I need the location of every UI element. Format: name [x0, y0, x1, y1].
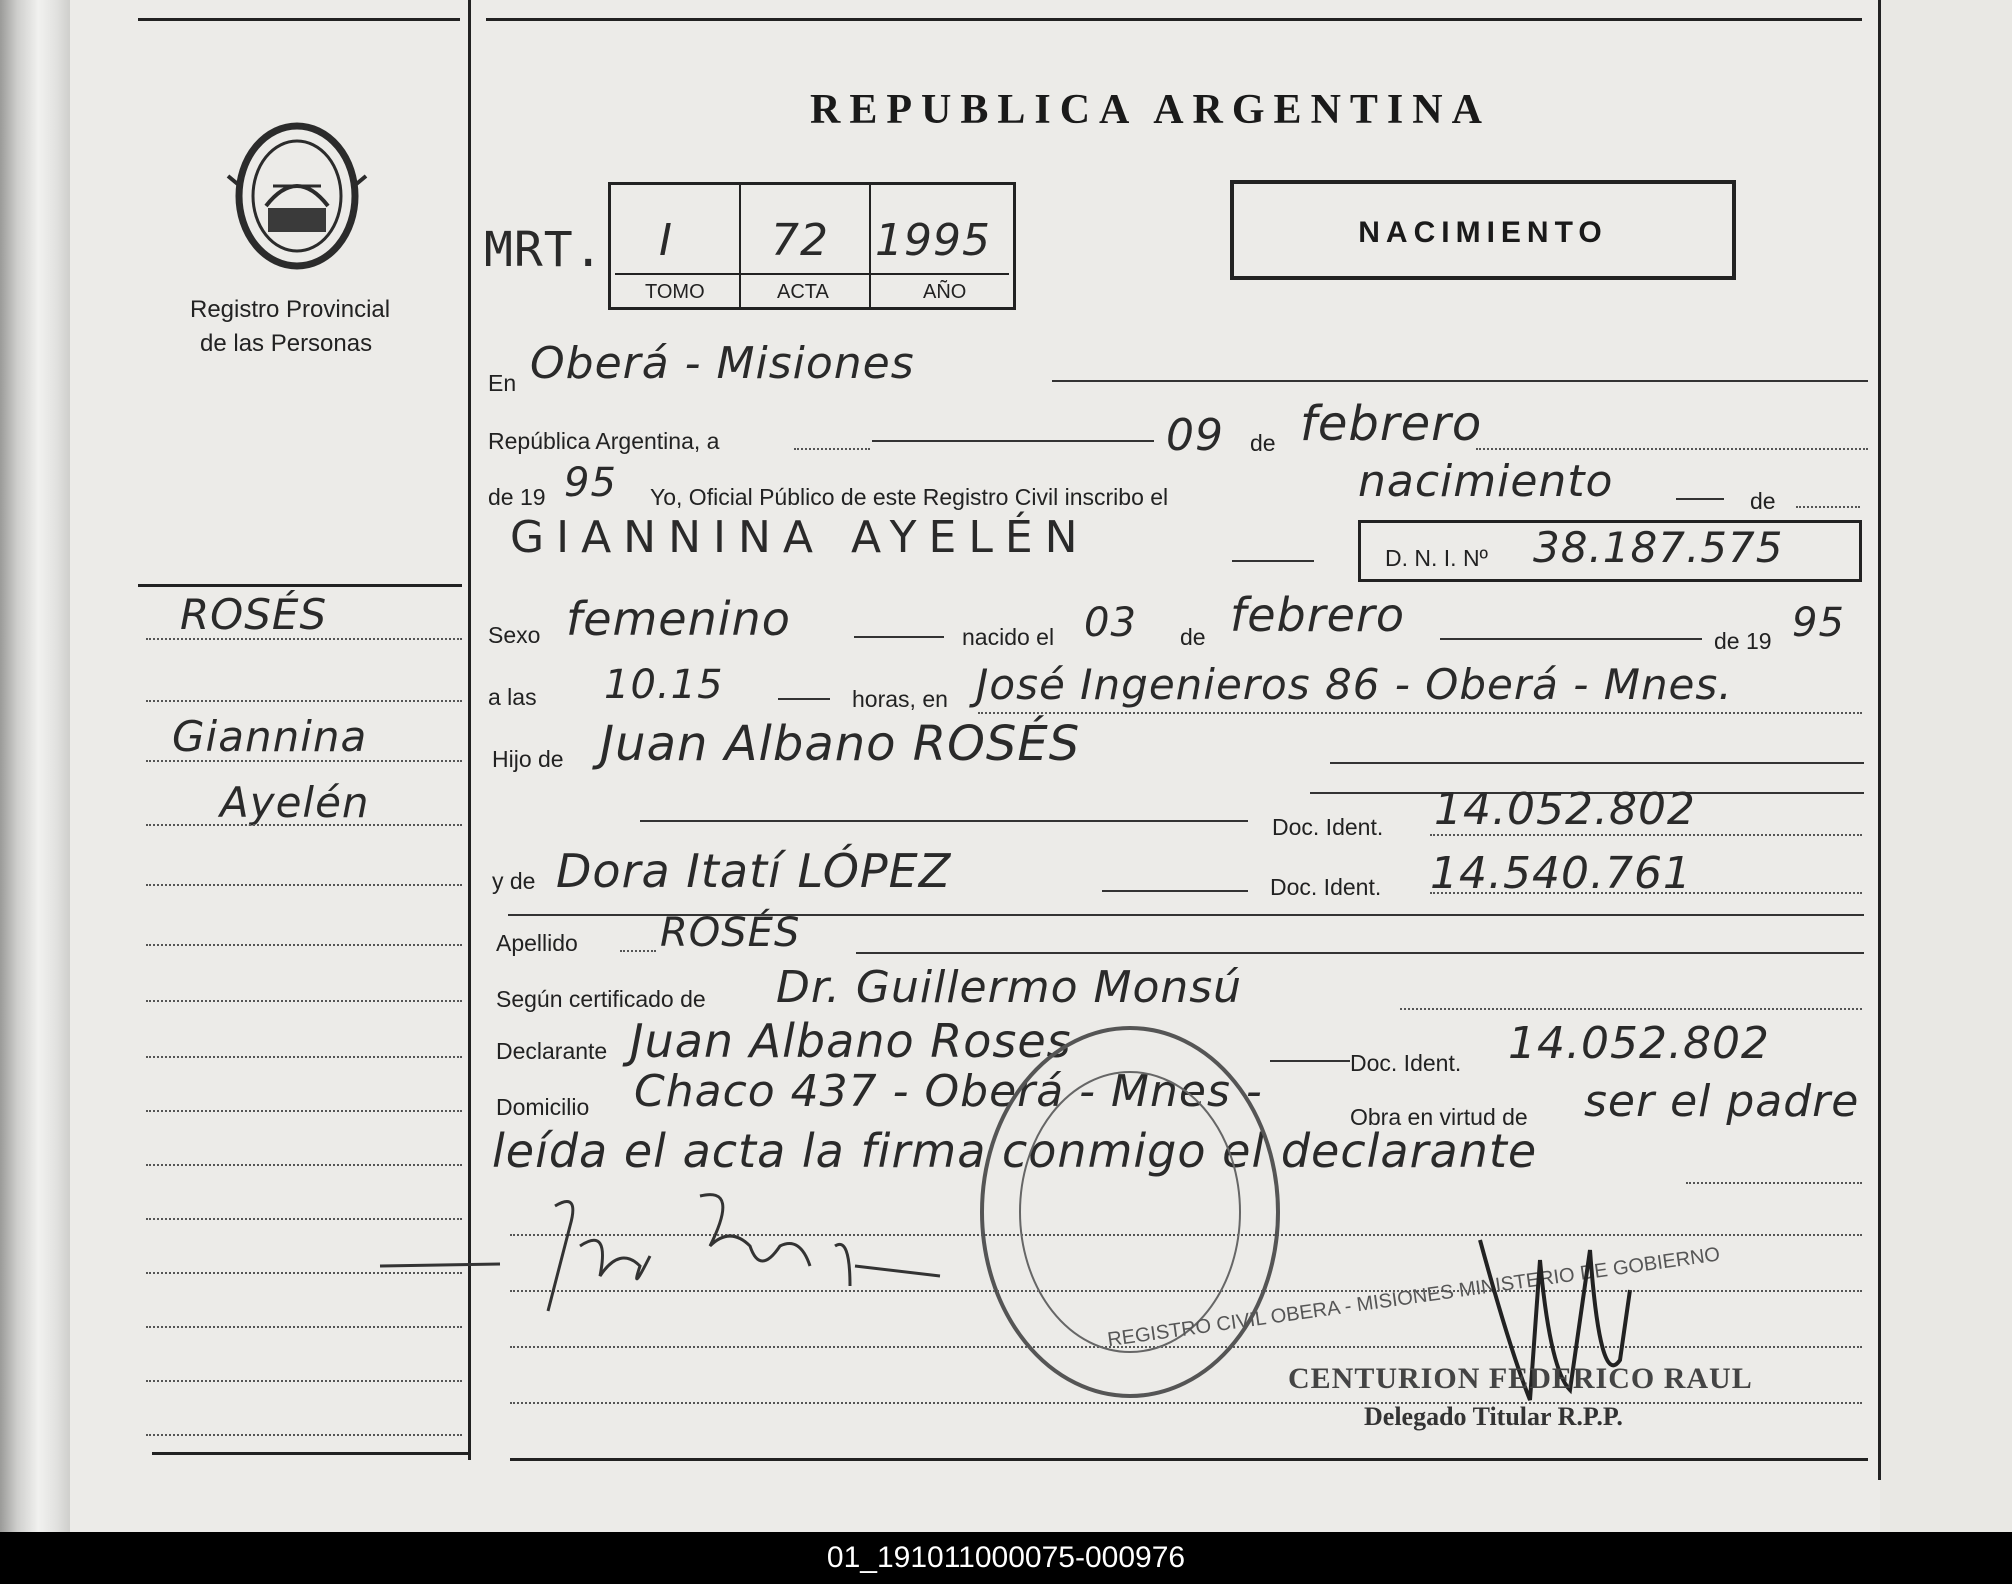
image-id-footer: 01_191011000075-000976 [0, 1532, 2012, 1584]
day-value: 09 [1166, 410, 1224, 461]
declarant-signature [380, 1186, 940, 1326]
nacido-day: 03 [1084, 600, 1137, 646]
year-value: 95 [564, 460, 617, 506]
yde-label: y de [492, 868, 536, 894]
sidebar-line-5 [146, 884, 462, 886]
statement-text: Yo, Oficial Público de este Registro Civil inscribo el [650, 484, 1169, 510]
lugar-value: José Ingenieros 86 - Oberá - Mnes. [976, 660, 1733, 709]
sexo-line [854, 636, 944, 638]
doc-type-box [1230, 180, 1736, 280]
nacido-year: 95 [1792, 600, 1845, 646]
doc-label-3: Doc. Ident. [1350, 1050, 1462, 1076]
sidebar-line-15 [146, 1434, 462, 1436]
sidebar-line-4 [146, 824, 462, 826]
padre-doc: 14.052.802 [1434, 784, 1696, 835]
acta-value: 72 [771, 215, 829, 266]
sidebar-line-8 [146, 1056, 462, 1058]
dni-value: 38.187.575 [1533, 523, 1784, 572]
nacido-line [1440, 638, 1702, 640]
sidebar-line-2 [146, 700, 462, 702]
republica-label: República Argentina, a [488, 428, 720, 454]
madre-line [1102, 890, 1248, 892]
madre-doc: 14.540.761 [1430, 848, 1692, 899]
ref-prefix: MRT. [484, 222, 604, 278]
sidebar-given1: Giannina [172, 712, 368, 761]
day-line [872, 440, 1154, 442]
month-line [1476, 448, 1868, 450]
document-title: REPUBLICA ARGENTINA [810, 87, 1491, 133]
de-label-2: de [1750, 488, 1776, 514]
nacido-label: nacido el [962, 624, 1055, 650]
province-seal-icon [228, 116, 366, 276]
inscribo-value: nacimiento [1358, 456, 1614, 507]
en-label: En [488, 370, 517, 396]
ref-box [608, 182, 1016, 310]
sidebar-line-10 [146, 1164, 462, 1166]
segun-value: Dr. Guillermo Monsú [776, 962, 1243, 1013]
sidebar-line-3 [146, 760, 462, 762]
tomo-label: TOMO [645, 281, 705, 303]
ref-underline [615, 273, 1009, 275]
anio-value: 1995 [875, 215, 991, 266]
nacido-month: febrero [1230, 588, 1405, 642]
de-label-3: de [1180, 624, 1206, 650]
stamp-round-text: REGISTRO CIVIL OBERA - MISIONES MINISTERIO DE GOBIERNO [1106, 1243, 1722, 1352]
apellido-dots [620, 950, 656, 952]
hora-line [778, 698, 830, 700]
top-rule-right [486, 18, 1862, 21]
leida-text: leída el acta la firma conmigo el declarante [492, 1124, 1538, 1178]
year-label: de 19 [488, 484, 546, 510]
sidebar-line-1 [146, 638, 462, 640]
madre-value: Dora Itatí LÓPEZ [556, 844, 952, 898]
en-value: Oberá - Misiones [530, 338, 915, 389]
republica-dots [794, 448, 870, 450]
declarante-label: Declarante [496, 1038, 608, 1064]
doc-type: NACIMIENTO [1358, 216, 1608, 249]
sidebar-bottom-rule [152, 1452, 470, 1455]
de-dots [1796, 506, 1860, 508]
sidebar-line-13 [146, 1326, 462, 1328]
padre-doc-line [1430, 834, 1862, 836]
obra-value: ser el padre [1584, 1076, 1860, 1127]
sexo-value: femenino [566, 592, 791, 646]
madre-doc-line [1430, 892, 1862, 894]
sexo-label: Sexo [488, 622, 541, 648]
doc-label-2: Doc. Ident. [1270, 874, 1382, 900]
acta-label: ACTA [777, 281, 829, 303]
doc-label-1: Doc. Ident. [1272, 814, 1384, 840]
segun-label: Según certificado de [496, 986, 706, 1012]
apellido-value: ROSÉS [660, 910, 801, 956]
dni-box [1358, 520, 1862, 582]
padre-value: Juan Albano ROSÉS [600, 716, 1081, 772]
person-name: GIANNINA AYELÉN [510, 512, 1090, 563]
horas-label: horas, en [852, 686, 948, 712]
year-label-2: de 19 [1714, 628, 1772, 654]
right-border [1878, 0, 1881, 1480]
sidebar-line-7 [146, 1000, 462, 1002]
anio-label: AÑO [923, 281, 967, 303]
declarante-value: Juan Albano Roses [630, 1014, 1072, 1068]
declarante-doc: 14.052.802 [1508, 1018, 1770, 1069]
hijo-label: Hijo de [492, 746, 564, 772]
en-line [1052, 380, 1868, 382]
official-stamp-name: CENTURION FEDERICO RAUL [1288, 1362, 1753, 1395]
official-stamp-title: Delegado Titular R.P.P. [1364, 1402, 1623, 1431]
obra-label: Obra en virtud de [1350, 1104, 1528, 1130]
page-margin-right [1880, 0, 2012, 1532]
sidebar-line-6 [146, 944, 462, 946]
sidebar-surname: ROSÉS [180, 590, 328, 639]
month-value: febrero [1300, 396, 1483, 452]
official-signature [1470, 1230, 1640, 1430]
apellido-label: Apellido [496, 930, 578, 956]
sidebar-given2: Ayelén [220, 778, 370, 827]
tomo-value: I [659, 215, 673, 266]
registry-name-line2: de las Personas [200, 330, 373, 357]
sidebar-rule [138, 584, 462, 587]
domicilio-value: Chaco 437 - Oberá - Mnes - [634, 1066, 1263, 1117]
de-label: de [1250, 430, 1276, 456]
book-binding [0, 0, 70, 1532]
apellido-line [856, 952, 1864, 954]
segun-line [1400, 1008, 1862, 1010]
padre-extra-line [640, 820, 1248, 822]
sidebar-line-14 [146, 1380, 462, 1382]
ref-divider-1 [739, 185, 741, 307]
leida-line [1686, 1182, 1862, 1184]
bottom-rule [510, 1458, 1868, 1461]
sidebar-line-9 [146, 1110, 462, 1112]
padre-line [1330, 762, 1864, 764]
alas-label: a las [488, 684, 537, 710]
inscribo-line [1676, 498, 1724, 500]
domicilio-label: Domicilio [496, 1094, 590, 1120]
ref-divider-2 [869, 185, 871, 307]
name-line [1232, 560, 1314, 562]
registry-name-line1: Registro Provincial [190, 296, 391, 323]
hora-value: 10.15 [604, 662, 724, 708]
dni-label: D. N. I. Nº [1385, 545, 1488, 571]
lugar-line [978, 712, 1862, 714]
top-rule-left [138, 18, 460, 21]
